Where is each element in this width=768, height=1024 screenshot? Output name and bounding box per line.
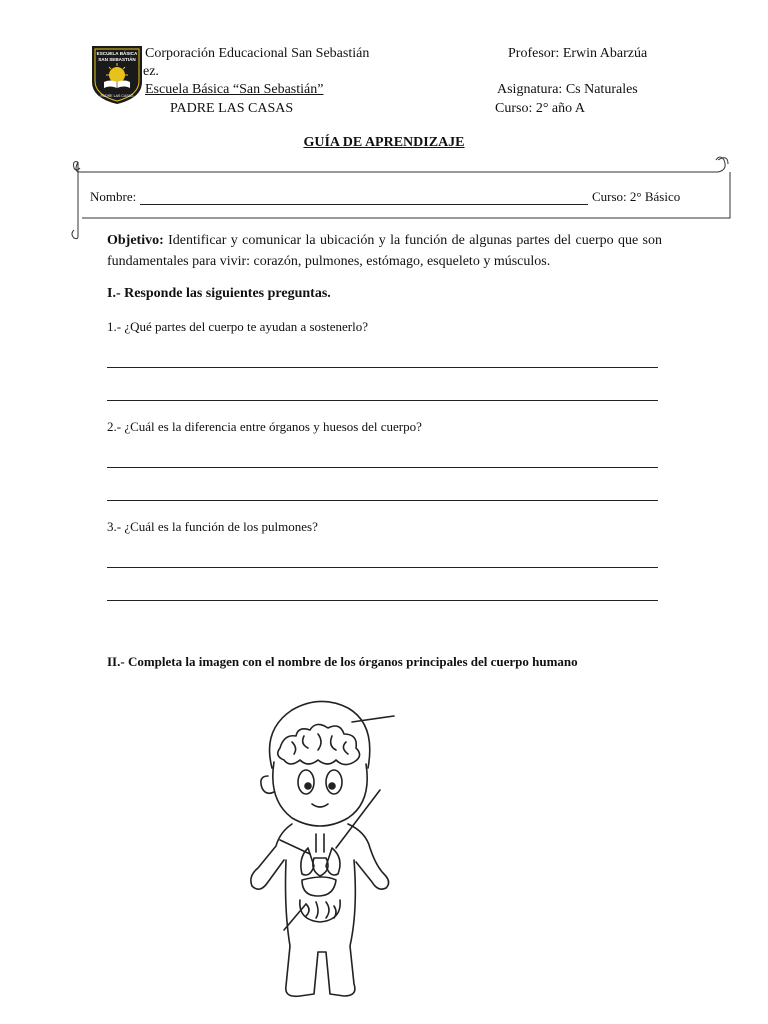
question-2: 2.- ¿Cuál es la diferencia entre órganos y huesos del cuerpo? [107, 419, 422, 434]
school-name: Escuela Básica “San Sebastián” [145, 82, 324, 97]
objective-paragraph [107, 230, 662, 272]
school-logo [90, 44, 144, 106]
name-label: Nombre: [90, 189, 137, 204]
corporation-name-wrap: ez. [143, 64, 159, 79]
human-body-illustration [240, 690, 410, 1010]
city-name: PADRE LAS CASAS [170, 101, 294, 116]
corporation-name: Corporación Educacional San Sebastián [145, 46, 370, 61]
answer-line-3a[interactable] [107, 567, 658, 568]
objective-text: Identificar y comunicar la ubicación y la función de algunas partes del cuerpo que son fundamentales para vivir: corazón, pulmones, estómago, esqueleto y músculos. [107, 233, 662, 269]
answer-line-2a[interactable] [107, 467, 658, 468]
teacher-name: Profesor: Erwin Abarzúa [508, 46, 648, 61]
name-input-line[interactable] [140, 204, 588, 205]
page-title: GUÍA DE APRENDIZAJE [303, 135, 465, 150]
objective-label: Objetivo: [107, 233, 164, 248]
subject-name: Asignatura: Cs Naturales [497, 82, 638, 97]
answer-line-2b[interactable] [107, 500, 658, 501]
answer-line-1b[interactable] [107, 400, 658, 401]
answer-line-1a[interactable] [107, 367, 658, 368]
section-2-title: II.- Completa la imagen con el nombre de los órganos principales del cuerpo humano [107, 654, 578, 669]
logo-text-top: ESCUELA BÁSICA [96, 51, 138, 56]
course-info: Curso: 2° año A [495, 101, 585, 116]
question-3: 3.- ¿Cuál es la función de los pulmones? [107, 519, 318, 534]
logo-text-bottom: PADRE LAS CASAS [100, 94, 134, 98]
course-field-label: Curso: 2° Básico [592, 189, 681, 204]
section-1-title: I.- Responde las siguientes preguntas. [107, 286, 331, 301]
answer-line-3b[interactable] [107, 600, 658, 601]
question-1: 1.- ¿Qué partes del cuerpo te ayudan a sostenerlo? [107, 319, 368, 334]
logo-text-mid: SAN SEBASTIÁN [98, 57, 136, 62]
